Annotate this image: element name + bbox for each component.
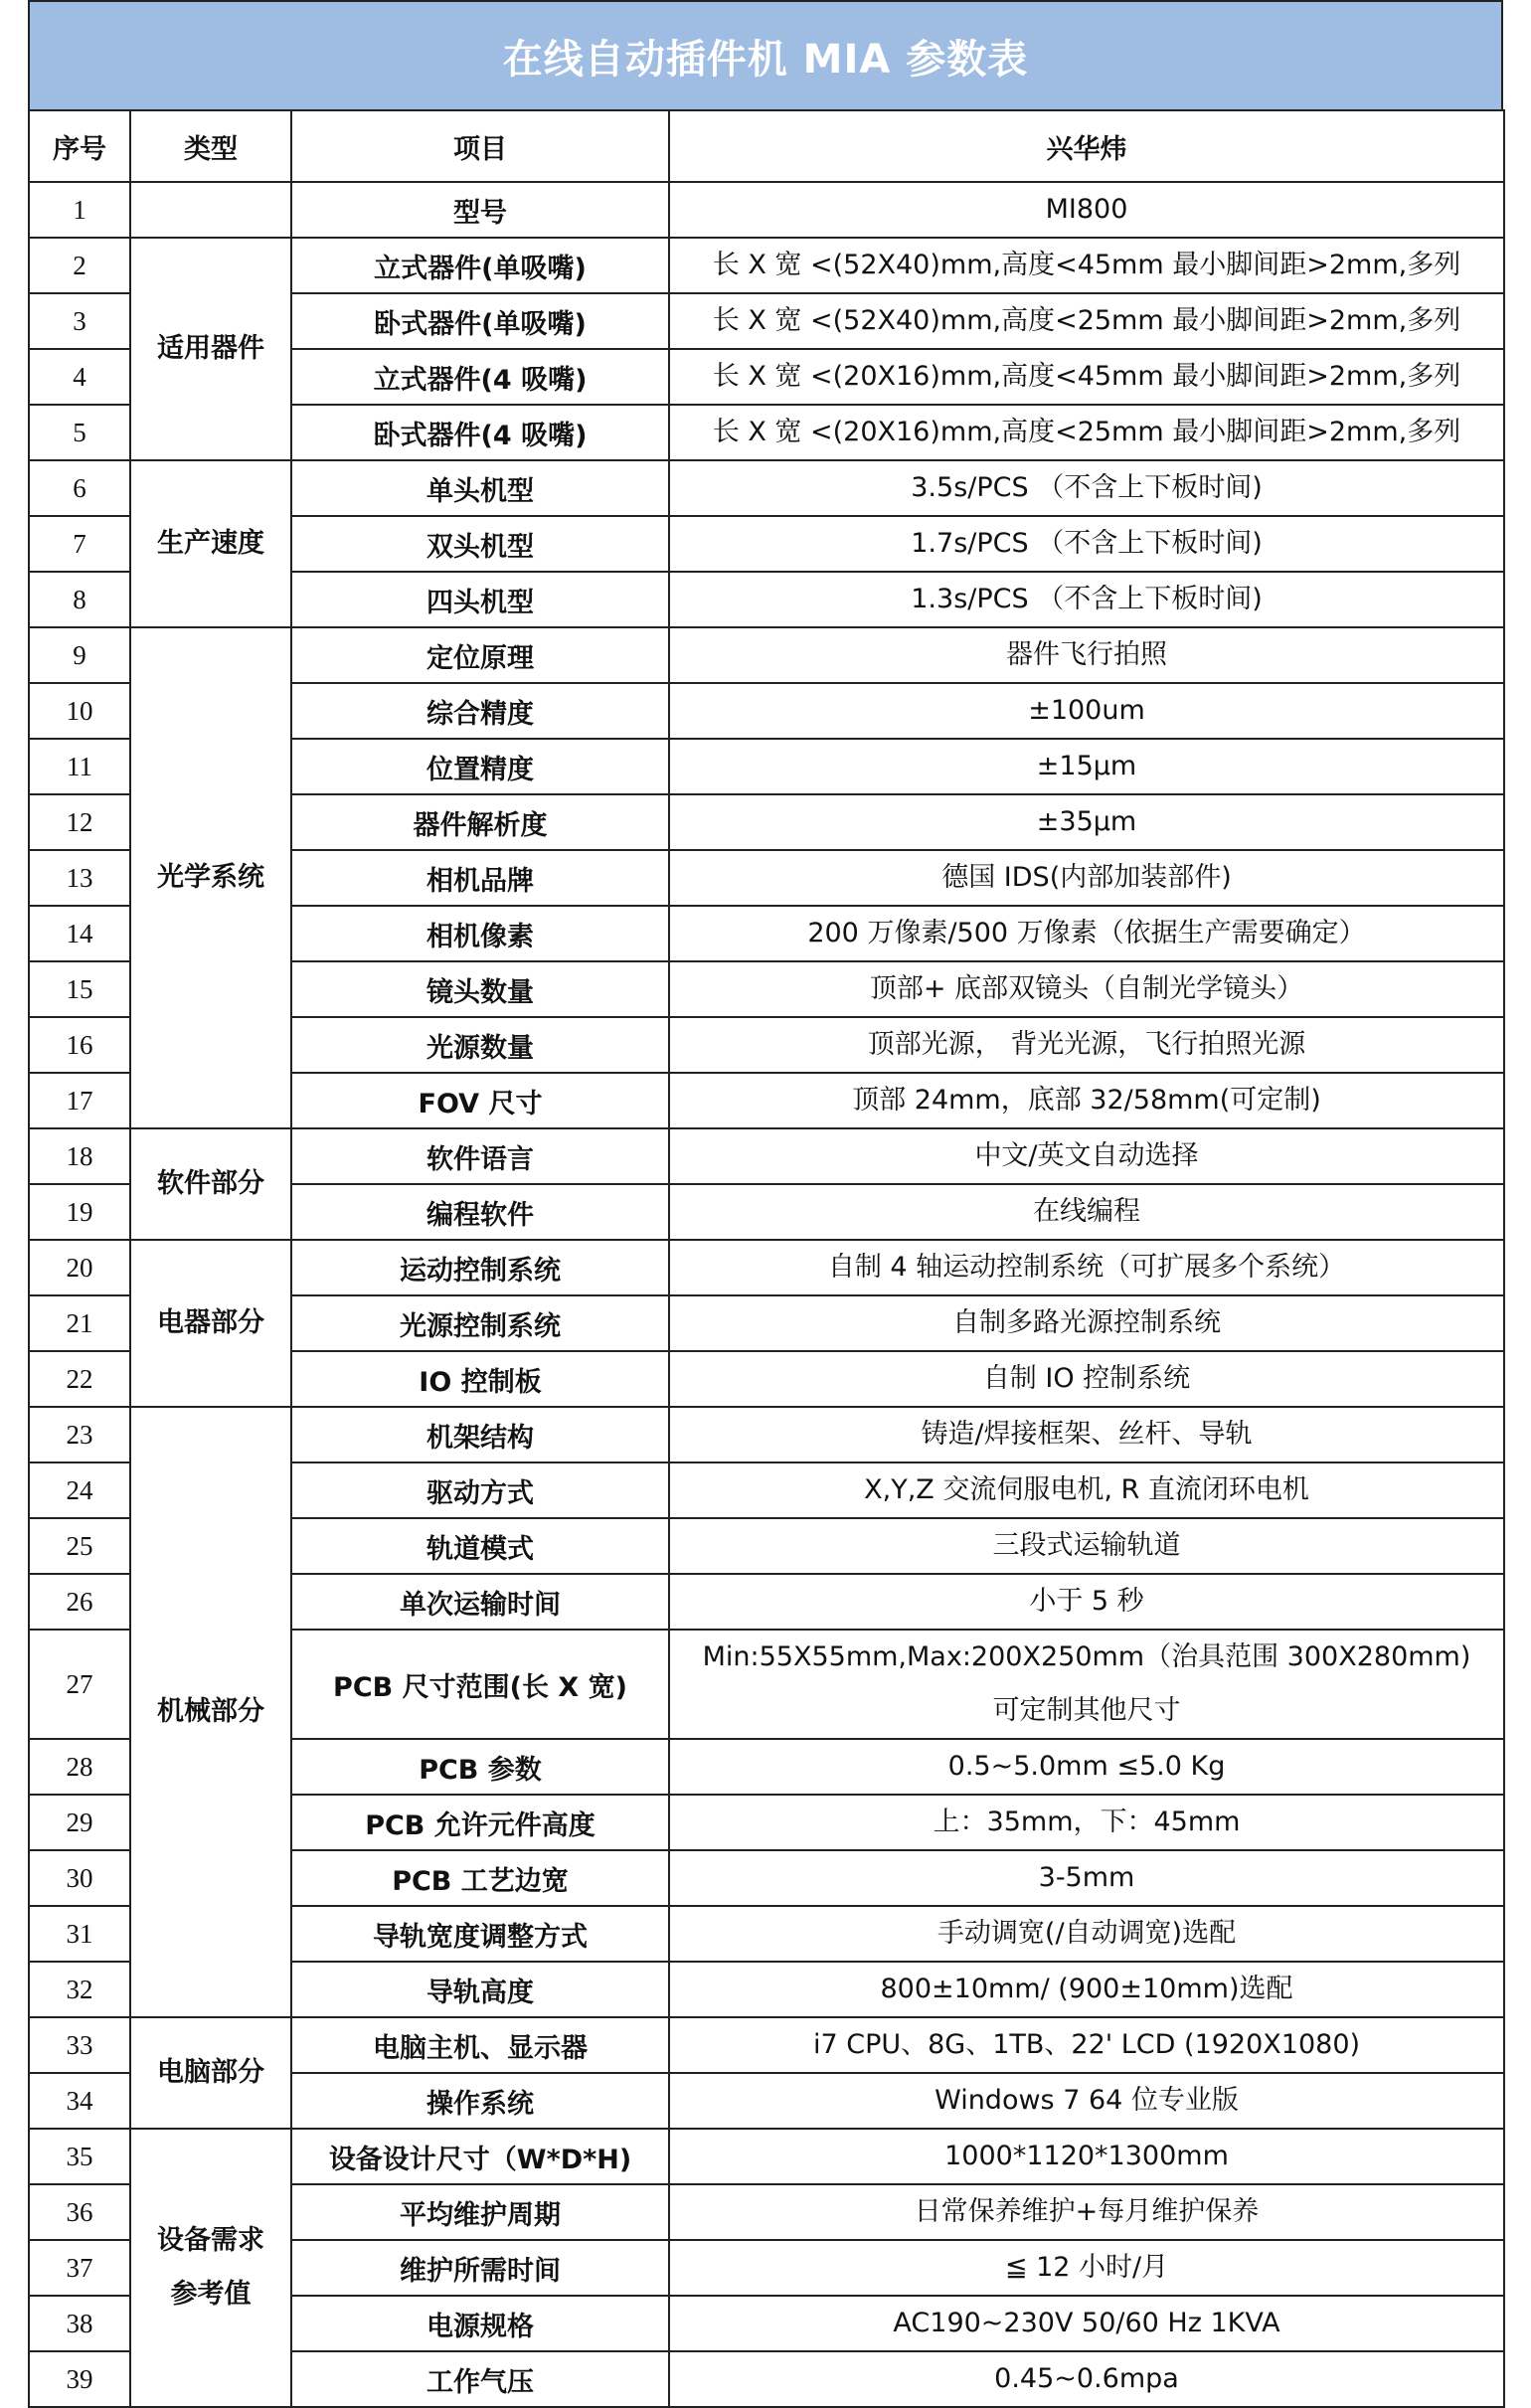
category-cell: 软件部分 bbox=[130, 1128, 291, 1240]
category-cell: 电器部分 bbox=[130, 1240, 291, 1407]
value-cell: Windows 7 64 位专业版 bbox=[669, 2073, 1504, 2129]
item-cell: 编程软件 bbox=[291, 1184, 669, 1240]
item-cell: 光源控制系统 bbox=[291, 1295, 669, 1351]
item-cell: 电脑主机、显示器 bbox=[291, 2017, 669, 2073]
value-cell: ≦ 12 小时/月 bbox=[669, 2240, 1504, 2296]
row-number: 38 bbox=[29, 2296, 130, 2351]
item-cell: 型号 bbox=[291, 182, 669, 238]
category-line-1: 设备需求 bbox=[157, 2225, 264, 2256]
category-line-2: 参考值 bbox=[170, 2279, 252, 2310]
row-number: 8 bbox=[29, 572, 130, 627]
value-cell: 自制 IO 控制系统 bbox=[669, 1351, 1504, 1407]
row-number: 35 bbox=[29, 2129, 130, 2184]
row-number: 20 bbox=[29, 1240, 130, 1295]
item-cell: PCB 尺寸范围(长 X 宽) bbox=[291, 1630, 669, 1739]
table-row bbox=[29, 460, 1504, 516]
row-number: 7 bbox=[29, 516, 130, 572]
value-cell bbox=[669, 1630, 1504, 1739]
spec-sheet bbox=[28, 0, 1503, 2408]
item-cell: 驱动方式 bbox=[291, 1462, 669, 1518]
row-number: 37 bbox=[29, 2240, 130, 2296]
row-number: 4 bbox=[29, 349, 130, 405]
item-cell: IO 控制板 bbox=[291, 1351, 669, 1407]
item-cell: 工作气压 bbox=[291, 2351, 669, 2407]
value-cell: 1.3s/PCS （不含上下板时间) bbox=[669, 572, 1504, 627]
item-cell: 导轨高度 bbox=[291, 1962, 669, 2017]
value-cell: 小于 5 秒 bbox=[669, 1574, 1504, 1630]
value-cell: 3.5s/PCS （不含上下板时间) bbox=[669, 460, 1504, 516]
item-cell: 位置精度 bbox=[291, 739, 669, 794]
value-cell: 800±10mm/ (900±10mm)选配 bbox=[669, 1962, 1504, 2017]
row-number: 22 bbox=[29, 1351, 130, 1407]
value-cell: 日常保养维护+每月维护保养 bbox=[669, 2184, 1504, 2240]
item-cell: 单次运输时间 bbox=[291, 1574, 669, 1630]
item-cell: 操作系统 bbox=[291, 2073, 669, 2129]
category-cell: 光学系统 bbox=[130, 627, 291, 1128]
row-number: 33 bbox=[29, 2017, 130, 2073]
header-brand: 兴华炜 bbox=[669, 110, 1504, 182]
item-cell: 立式器件(4 吸嘴) bbox=[291, 349, 669, 405]
header-seq: 序号 bbox=[29, 110, 130, 182]
row-number: 32 bbox=[29, 1962, 130, 2017]
value-cell: AC190~230V 50/60 Hz 1KVA bbox=[669, 2296, 1504, 2351]
item-cell: 导轨宽度调整方式 bbox=[291, 1906, 669, 1962]
value-cell: 顶部+ 底部双镜头（自制光学镜头） bbox=[669, 961, 1504, 1017]
item-cell: 四头机型 bbox=[291, 572, 669, 627]
value-cell: 铸造/焊接框架、丝杆、导轨 bbox=[669, 1407, 1504, 1462]
value-line-1: Min:55X55mm,Max:200X250mm（治具范围 300X280mm) bbox=[702, 1641, 1471, 1672]
item-cell: 相机品牌 bbox=[291, 850, 669, 906]
value-cell: 自制 4 轴运动控制系统（可扩展多个系统） bbox=[669, 1240, 1504, 1295]
row-number: 25 bbox=[29, 1518, 130, 1574]
item-cell: 维护所需时间 bbox=[291, 2240, 669, 2296]
value-cell: i7 CPU、8G、1TB、22' LCD (1920X1080) bbox=[669, 2017, 1504, 2073]
table-title: 在线自动插件机 MIA 参数表 bbox=[28, 0, 1503, 109]
row-number: 28 bbox=[29, 1739, 130, 1795]
value-cell: 长 X 宽 <(52X40)mm,高度<25mm 最小脚间距>2mm,多列 bbox=[669, 293, 1504, 349]
header-type: 类型 bbox=[130, 110, 291, 182]
value-cell: ±100um bbox=[669, 683, 1504, 739]
row-number: 11 bbox=[29, 739, 130, 794]
row-number: 14 bbox=[29, 906, 130, 961]
value-cell: 长 X 宽 <(52X40)mm,高度<45mm 最小脚间距>2mm,多列 bbox=[669, 238, 1504, 293]
table-row bbox=[29, 238, 1504, 293]
header-row bbox=[29, 110, 1504, 182]
spec-table bbox=[28, 109, 1505, 2408]
row-number: 34 bbox=[29, 2073, 130, 2129]
value-cell: 顶部 24mm，底部 32/58mm(可定制) bbox=[669, 1073, 1504, 1128]
item-cell: 综合精度 bbox=[291, 683, 669, 739]
value-cell: 德国 IDS(内部加装部件) bbox=[669, 850, 1504, 906]
row-number: 16 bbox=[29, 1017, 130, 1073]
item-cell: 卧式器件(4 吸嘴) bbox=[291, 405, 669, 460]
item-cell: 单头机型 bbox=[291, 460, 669, 516]
item-cell: 电源规格 bbox=[291, 2296, 669, 2351]
value-cell: 长 X 宽 <(20X16)mm,高度<25mm 最小脚间距>2mm,多列 bbox=[669, 405, 1504, 460]
item-cell: 软件语言 bbox=[291, 1128, 669, 1184]
value-cell: X,Y,Z 交流伺服电机, R 直流闭环电机 bbox=[669, 1462, 1504, 1518]
row-number: 3 bbox=[29, 293, 130, 349]
item-cell: 轨道模式 bbox=[291, 1518, 669, 1574]
item-cell: 双头机型 bbox=[291, 516, 669, 572]
item-cell: 光源数量 bbox=[291, 1017, 669, 1073]
value-cell: 器件飞行拍照 bbox=[669, 627, 1504, 683]
row-number: 23 bbox=[29, 1407, 130, 1462]
value-cell: 3-5mm bbox=[669, 1850, 1504, 1906]
item-cell: PCB 工艺边宽 bbox=[291, 1850, 669, 1906]
row-number: 29 bbox=[29, 1795, 130, 1850]
value-cell: 长 X 宽 <(20X16)mm,高度<45mm 最小脚间距>2mm,多列 bbox=[669, 349, 1504, 405]
row-number: 12 bbox=[29, 794, 130, 850]
category-cell bbox=[130, 2129, 291, 2407]
value-cell: ±35μm bbox=[669, 794, 1504, 850]
value-cell: 中文/英文自动选择 bbox=[669, 1128, 1504, 1184]
row-number: 26 bbox=[29, 1574, 130, 1630]
row-number: 5 bbox=[29, 405, 130, 460]
value-cell: ±15μm bbox=[669, 739, 1504, 794]
value-cell: 上：35mm，下：45mm bbox=[669, 1795, 1504, 1850]
item-cell: 机架结构 bbox=[291, 1407, 669, 1462]
row-number: 6 bbox=[29, 460, 130, 516]
item-cell: FOV 尺寸 bbox=[291, 1073, 669, 1128]
category-cell: 机械部分 bbox=[130, 1407, 291, 2017]
row-number: 36 bbox=[29, 2184, 130, 2240]
header-item: 项目 bbox=[291, 110, 669, 182]
row-number: 18 bbox=[29, 1128, 130, 1184]
row-number: 1 bbox=[29, 182, 130, 238]
value-cell: 自制多路光源控制系统 bbox=[669, 1295, 1504, 1351]
category-cell: 适用器件 bbox=[130, 238, 291, 460]
value-cell: 手动调宽(/自动调宽)选配 bbox=[669, 1906, 1504, 1962]
value-cell: MI800 bbox=[669, 182, 1504, 238]
table-row bbox=[29, 1128, 1504, 1184]
item-cell: PCB 允许元件高度 bbox=[291, 1795, 669, 1850]
value-cell: 1.7s/PCS （不含上下板时间) bbox=[669, 516, 1504, 572]
category-cell bbox=[130, 182, 291, 238]
item-cell: 平均维护周期 bbox=[291, 2184, 669, 2240]
table-row bbox=[29, 1240, 1504, 1295]
table-row bbox=[29, 182, 1504, 238]
value-cell: 0.45~0.6mpa bbox=[669, 2351, 1504, 2407]
value-cell: 在线编程 bbox=[669, 1184, 1504, 1240]
value-cell: 1000*1120*1300mm bbox=[669, 2129, 1504, 2184]
row-number: 10 bbox=[29, 683, 130, 739]
item-cell: 立式器件(单吸嘴) bbox=[291, 238, 669, 293]
row-number: 13 bbox=[29, 850, 130, 906]
table-row bbox=[29, 2129, 1504, 2184]
row-number: 19 bbox=[29, 1184, 130, 1240]
item-cell: 镜头数量 bbox=[291, 961, 669, 1017]
item-cell: 运动控制系统 bbox=[291, 1240, 669, 1295]
value-cell: 三段式运输轨道 bbox=[669, 1518, 1504, 1574]
table-row bbox=[29, 1407, 1504, 1462]
row-number: 21 bbox=[29, 1295, 130, 1351]
value-cell: 200 万像素/500 万像素（依据生产需要确定） bbox=[669, 906, 1504, 961]
category-cell: 生产速度 bbox=[130, 460, 291, 627]
item-cell: PCB 参数 bbox=[291, 1739, 669, 1795]
table-row bbox=[29, 2017, 1504, 2073]
value-cell: 0.5~5.0mm ≤5.0 Kg bbox=[669, 1739, 1504, 1795]
row-number: 2 bbox=[29, 238, 130, 293]
item-cell: 相机像素 bbox=[291, 906, 669, 961]
row-number: 30 bbox=[29, 1850, 130, 1906]
category-cell: 电脑部分 bbox=[130, 2017, 291, 2129]
row-number: 39 bbox=[29, 2351, 130, 2407]
row-number: 27 bbox=[29, 1630, 130, 1739]
item-cell: 卧式器件(单吸嘴) bbox=[291, 293, 669, 349]
item-cell: 定位原理 bbox=[291, 627, 669, 683]
item-cell: 器件解析度 bbox=[291, 794, 669, 850]
row-number: 31 bbox=[29, 1906, 130, 1962]
value-cell: 顶部光源， 背光光源，飞行拍照光源 bbox=[669, 1017, 1504, 1073]
item-cell: 设备设计尺寸（W*D*H) bbox=[291, 2129, 669, 2184]
value-line-2: 可定制其他尺寸 bbox=[992, 1695, 1181, 1726]
row-number: 24 bbox=[29, 1462, 130, 1518]
row-number: 15 bbox=[29, 961, 130, 1017]
table-row bbox=[29, 627, 1504, 683]
row-number: 9 bbox=[29, 627, 130, 683]
row-number: 17 bbox=[29, 1073, 130, 1128]
